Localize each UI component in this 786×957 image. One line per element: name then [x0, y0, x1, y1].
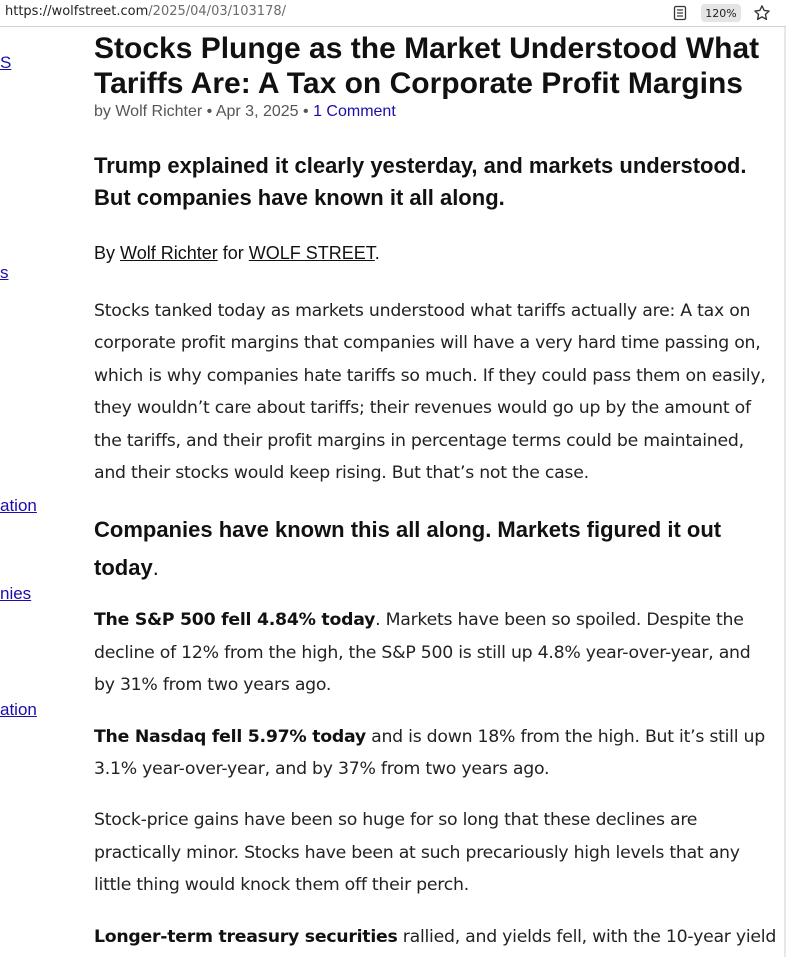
byline-separator: •	[206, 103, 213, 120]
address-bar[interactable]	[0, 0, 786, 27]
sidebar-link[interactable]: s	[0, 263, 9, 282]
section-heading-text: Companies have known this all along. Markets figured it out today	[94, 517, 722, 581]
paragraph-intro: Stocks tanked today as markets understood what tariffs actually are: A tax on corporate profit margins that companies will have a very hard time passing on, which is why companies hate tariffs so much. If they could pass them on easily, they wouldn’t care about tariffs; their revenues would go up by the amount of the tariffs, and their profit margins in percentage terms could be maintained, and their stocks would keep rising. But that’s not the case.	[94, 301, 766, 484]
byline	[94, 102, 774, 122]
sidebar-link[interactable]: ation	[0, 700, 37, 719]
comments-link[interactable]: 1 Comment	[313, 103, 396, 120]
author-line	[94, 241, 774, 265]
paragraph-nasdaq	[94, 721, 774, 786]
zoom-level-badge[interactable]: 120%	[701, 4, 741, 22]
sp500-bold: The S&P 500 fell 4.84% today	[94, 610, 376, 631]
byline-date: Apr 3, 2025	[215, 103, 299, 120]
byline-author: Wolf Richter	[115, 103, 203, 120]
treasuries-text: rallied, and yields fell, with the 10-year yield	[397, 926, 777, 947]
bookmark-star-icon[interactable]	[751, 2, 772, 23]
section-heading-dot: .	[152, 555, 159, 581]
article-title: Stocks Plunge as the Market Understood What Tariffs Are: A Tax on Corporate Profit Margins	[94, 32, 760, 100]
article-subtitle: Trump explained it clearly yesterday, and markets understood. But companies have known it all along.	[94, 153, 747, 210]
nasdaq-bold: The Nasdaq fell 5.97% today	[94, 726, 366, 747]
author-line-for: for	[222, 243, 244, 263]
treasuries-bold: Longer-term treasury securities	[94, 926, 398, 947]
paragraph-gains: Stock-price gains have been so huge for so long that these declines are practically minor. Stocks have been at such precariously high levels that any little thing would knock them off their perch.	[94, 810, 740, 896]
paragraph-treasuries	[94, 921, 777, 953]
url-domain: https://wolfstreet.com	[5, 4, 149, 19]
sidebar-link[interactable]: S	[0, 53, 12, 72]
sidebar-link[interactable]: nies	[0, 584, 32, 603]
byline-prefix: by	[94, 103, 111, 120]
article	[94, 31, 777, 953]
paragraph-sp500	[94, 604, 774, 701]
sp500-text: . Markets have been so spoiled. Despite the decline of 12% from the high, the S&P 500 is still up 4.8% year-over-year, and by 31% from two years ago.	[94, 610, 751, 696]
author-line-by: By	[94, 243, 116, 263]
url-path: /2025/04/03/103178/	[148, 4, 286, 19]
site-link[interactable]: WOLF STREET	[248, 243, 375, 263]
url-field[interactable]	[5, 4, 286, 19]
byline-separator: •	[303, 103, 309, 120]
nasdaq-text: and is down 18% from the high. But it’s still up 3.1% year-over-year, and by 37% from two years ago.	[94, 726, 765, 780]
reader-view-icon[interactable]	[670, 3, 690, 22]
sidebar-link[interactable]: ation	[0, 496, 37, 515]
author-link[interactable]: Wolf Richter	[120, 243, 218, 263]
section-heading	[94, 511, 774, 587]
author-line-end: .	[374, 243, 380, 263]
